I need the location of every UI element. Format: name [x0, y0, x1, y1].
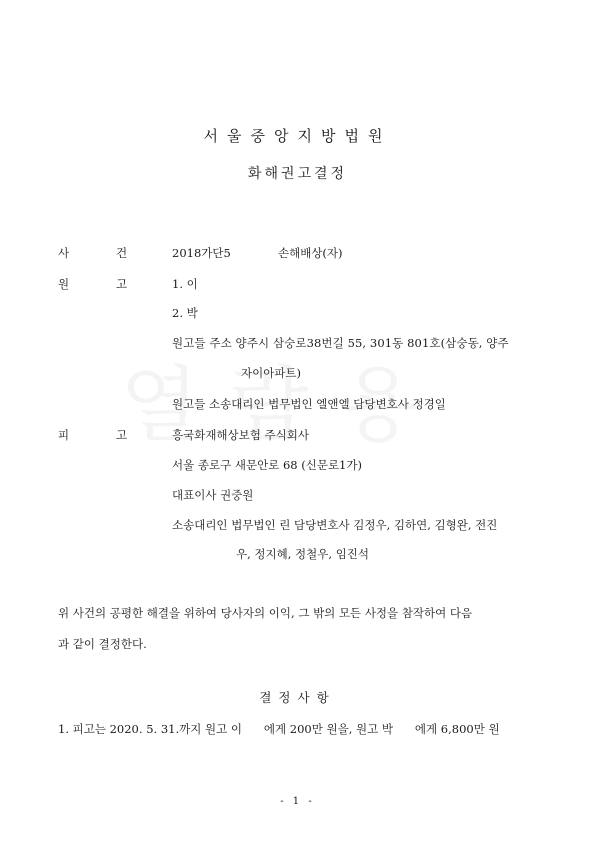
defendant-address: 서울 종로구 새문안로 68 (신문로1가): [172, 458, 362, 472]
plaintiff-address-line1: 원고들 주소 양주시 삼숭로38번길 55, 301동 801호(삼숭동, 양주: [172, 336, 509, 350]
defendant-counsel-line2: 우, 정지혜, 정철우, 임진석: [236, 547, 370, 561]
case-number: 2018가단5: [172, 246, 231, 260]
page-number: - 1 -: [280, 796, 315, 807]
defendant-representative: 대표이사 권중원: [172, 488, 254, 502]
body-line-2: 과 같이 결정한다.: [58, 637, 147, 651]
plaintiff-label-2: 고: [116, 277, 128, 291]
defendant-label-2: 고: [116, 428, 128, 442]
decision-item-1: 1. 피고는 2020. 5. 31.까지 원고 이 에게 200만 원을, 원고 박 에게 6,800만 원: [58, 722, 500, 736]
plaintiff-1: 1. 이: [172, 277, 198, 291]
case-label-2: 건: [116, 246, 128, 260]
plaintiff-label-1: 원: [58, 277, 70, 291]
plaintiff-2: 2. 박: [172, 306, 198, 320]
court-name: 서울중앙지방법원: [203, 127, 392, 145]
defendant-counsel-line1: 소송대리인 법무법인 린 담당변호사 김정우, 김하연, 김형완, 전진: [172, 518, 498, 532]
case-name: 손해배상(자): [278, 246, 343, 260]
plaintiff-counsel: 원고들 소송대리인 법무법인 엘앤엘 담당변호사 정경일: [172, 397, 446, 411]
case-label-1: 사: [58, 246, 70, 260]
document-title: 화해권고결정: [247, 166, 348, 182]
defendant-label-1: 피: [58, 428, 70, 442]
section-title: 결정사항: [259, 690, 336, 705]
defendant-name: 흥국화재해상보험 주식회사: [172, 428, 309, 442]
body-line-1: 위 사건의 공평한 해결을 위하여 당사자의 이익, 그 밖의 모든 사정을 참작하여 다음: [58, 606, 473, 620]
plaintiff-address-line2: 자이아파트): [241, 366, 302, 380]
